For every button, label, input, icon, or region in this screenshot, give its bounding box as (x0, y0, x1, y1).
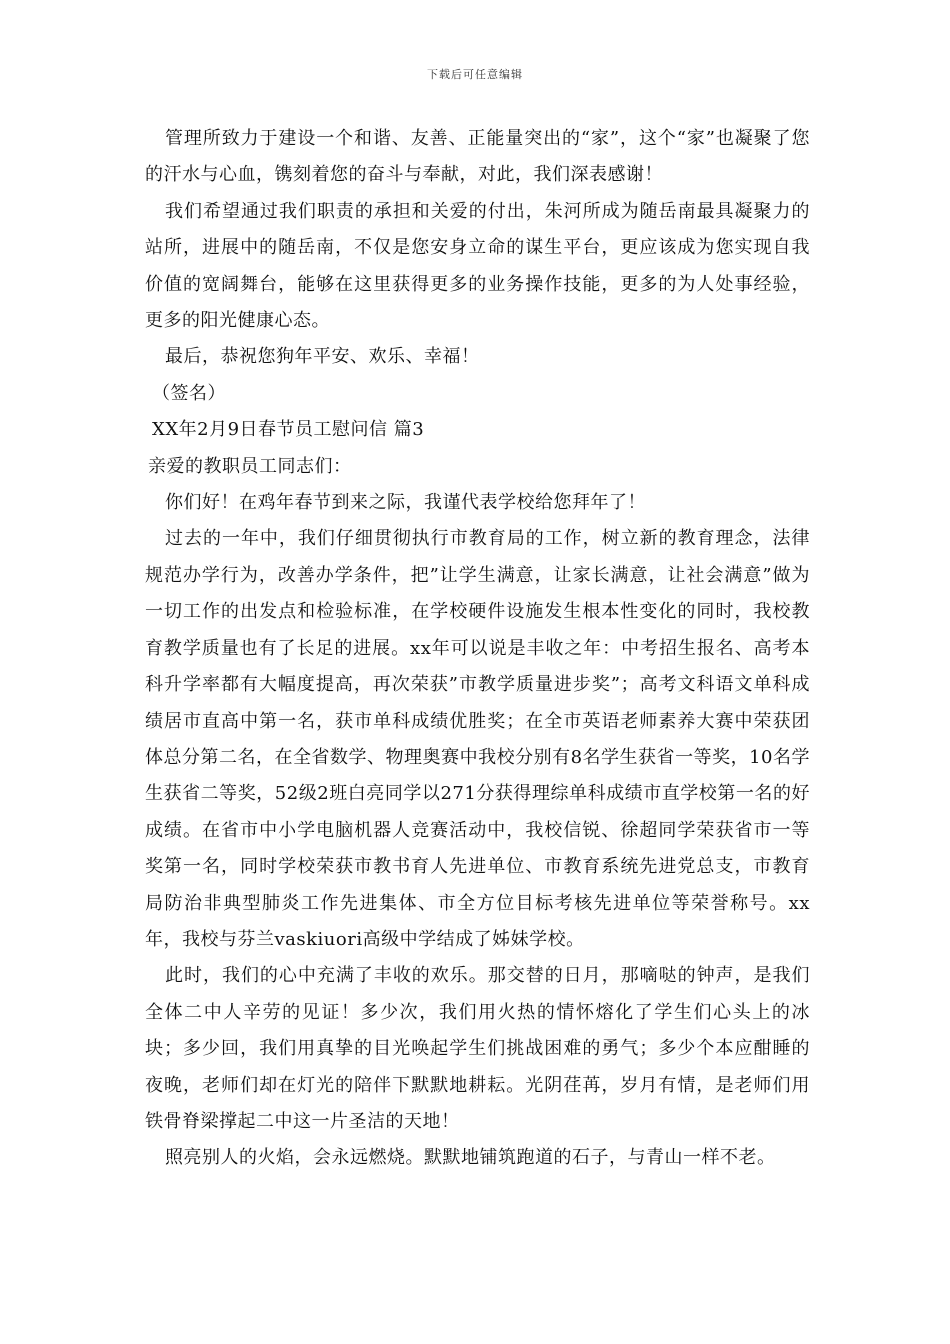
paragraph-closing-line: 照亮别人的火焰，会永远燃烧。默默地铺筑跑道的石子，与青山一样不老。 (165, 1147, 776, 1169)
paragraph-achievements: 过去的一年中，我们仔细贯彻执行市教育局的工作，树立新的教育理念，法律规范办学行为，改善办学条件，把”让学生满意，让家长满意，让社会满意”做为一切工作的出发点和检验标准，在学校硬件设施发生根本性变化的同时，我校教育教学质量也有了长足的进展。xx年可以说是丰收之年：中考招生报名、高考本科升学率都有大幅度提高，再次荣获”市教学质量进步奖”；高考文科语文单科成绩居市直高中第一名，获市单科成绩优胜奖；在全市英语老师素养大赛中荣获团体总分第二名，在全省数学、物理奥赛中我校分别有8名学生获省一等奖，10名学生获省二等奖，52级2班白亮同学以271分获得理综单科成绩市直学校第一名的好成绩。在省市中小学电脑机器人竞赛活动中，我校信锐、徐超同学荣获省市一等奖第一名，同时学校荣获市教书育人先进单位、市教育系统先进党总支，市教育局防治非典型肺炎工作先进集体、市全方位目标考核先进单位等荣誉称号。xx年，我校与芬兰vaskiuori高级中学结成了姊妹学校。 (145, 528, 810, 950)
letter-heading: XX年2月9日春节员工慰问信 篇3 (152, 419, 425, 441)
paragraph-station-hopes: 我们希望通过我们职责的承担和关爱的付出，朱河所成为随岳南最具凝聚力的站所，进展中的随岳南，不仅是您安身立命的谋生平台，更应该成为您实现自我价值的宽阔舞台，能够在这里获得更多的业务操作技能，更多的为人处事经验，更多的阳光健康心态。 (145, 200, 810, 332)
paragraph-harvest-joy: 此时，我们的心中充满了丰收的欢乐。那交替的日月，那嘀哒的钟声，是我们全体二中人辛劳的见证！多少次，我们用火热的情怀熔化了学生们心头上的冰块；多少回，我们用真挚的目光唤起学生们挑战困难的勇气；多少个本应酣睡的夜晚，老师们却在灯光的陪伴下默默地耕耘。光阴荏苒，岁月有情，是老师们用铁骨脊梁撑起二中这一片圣洁的天地！ (145, 965, 810, 1132)
paragraph-greeting: 你们好！在鸡年春节到来之际，我谨代表学校给您拜年了！ (165, 492, 646, 514)
paragraph-home-gratitude: 管理所致力于建设一个和谐、友善、正能量突出的“家”，这个“家”也凝聚了您的汗水与心血，镌刻着您的奋斗与奉献，对此，我们深表感谢！ (145, 128, 810, 186)
signature-placeholder: （签名） (152, 382, 226, 404)
salutation: 亲爱的教职员工同志们： (148, 455, 352, 477)
page-header: 下载后可任意编辑 (427, 68, 523, 81)
document-body (145, 121, 810, 1177)
paragraph-new-year-wishes: 最后，恭祝您狗年平安、欢乐、幸福！ (165, 346, 480, 368)
